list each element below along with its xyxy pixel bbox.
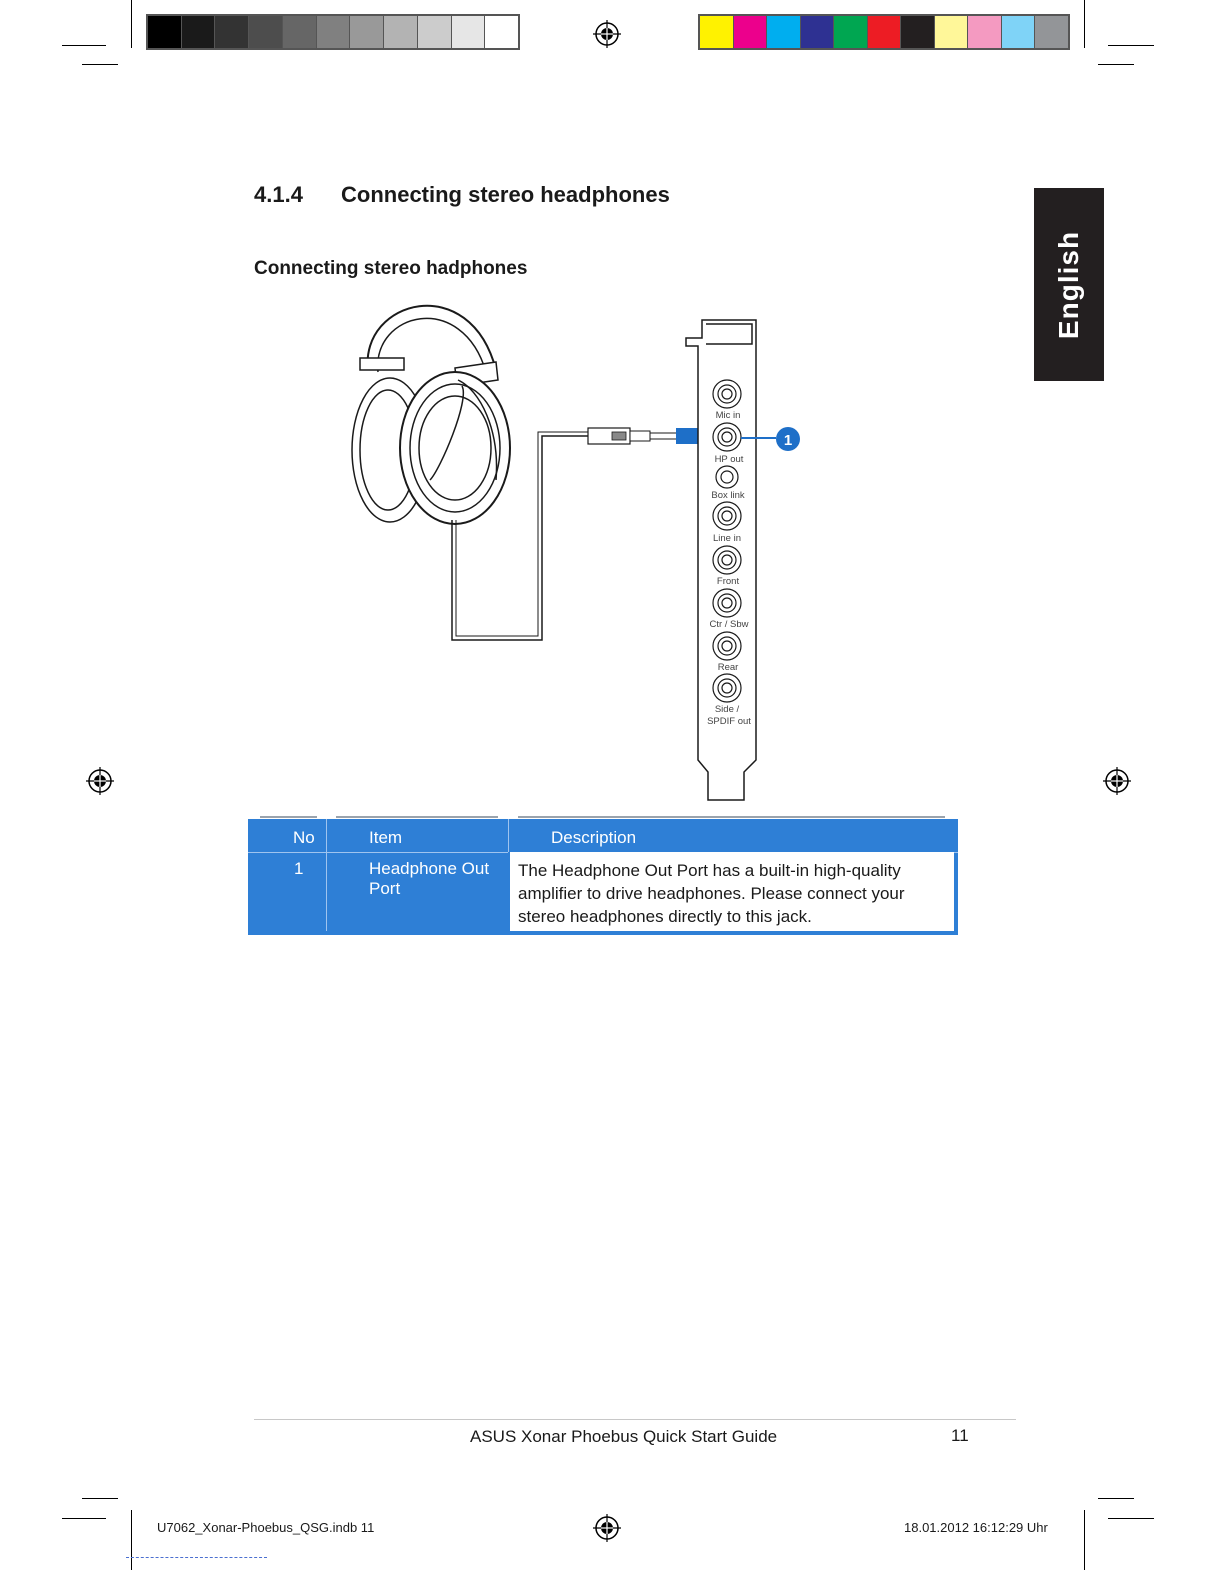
color-swatch-1 — [734, 16, 768, 48]
footer-guide-title: ASUS Xonar Phoebus Quick Start Guide — [470, 1427, 778, 1446]
crop-mark — [131, 1510, 132, 1570]
crop-mark — [1098, 1498, 1134, 1499]
color-swatch-10 — [1035, 16, 1068, 48]
color-swatch-0 — [700, 16, 734, 48]
crop-mark — [1084, 1510, 1085, 1570]
gray-swatch-4 — [283, 16, 317, 48]
gray-swatch-9 — [452, 16, 486, 48]
language-tab — [1034, 188, 1104, 381]
color-swatch-7 — [935, 16, 969, 48]
registration-mark-icon — [591, 1512, 623, 1544]
port-label-spdif-out: SPDIF out — [707, 716, 751, 727]
port-label-rear: Rear — [717, 662, 739, 673]
gray-swatch-6 — [350, 16, 384, 48]
crop-mark — [62, 1518, 106, 1519]
registration-mark-icon — [591, 18, 623, 50]
color-calibration-bar — [698, 14, 1070, 50]
header-item: Item — [369, 828, 403, 847]
registration-mark-icon — [84, 765, 116, 797]
crop-mark — [82, 1498, 118, 1499]
header-no: No — [293, 828, 315, 847]
figure-subtitle: Connecting stereo hadphones — [254, 258, 528, 279]
row-item-line1: Headphone Out — [369, 859, 490, 878]
color-swatch-2 — [767, 16, 801, 48]
gray-swatch-8 — [418, 16, 452, 48]
gray-swatch-3 — [249, 16, 283, 48]
language-tab-label: English — [1053, 230, 1084, 339]
color-swatch-3 — [801, 16, 835, 48]
crop-mark — [1098, 64, 1134, 65]
description-table — [248, 819, 958, 935]
port-label-hp-out: HP out — [714, 454, 744, 465]
port-label-side: Side / — [714, 704, 740, 715]
port-label-box-link: Box link — [711, 490, 745, 501]
color-swatch-8 — [968, 16, 1002, 48]
audio-plug-icon — [588, 428, 680, 444]
row-item-line2: Port — [369, 879, 401, 898]
gray-swatch-1 — [182, 16, 216, 48]
color-swatch-6 — [901, 16, 935, 48]
callout-number: 1 — [783, 432, 793, 449]
section-number: 4.1.4 — [254, 182, 303, 207]
crop-mark — [1084, 0, 1085, 48]
grayscale-calibration-bar — [146, 14, 520, 50]
section-title: Connecting stereo headphones — [341, 182, 670, 207]
color-swatch-4 — [834, 16, 868, 48]
crop-mark — [82, 64, 118, 65]
color-swatch-9 — [1002, 16, 1036, 48]
table-rule — [260, 816, 317, 818]
table-rule — [336, 816, 498, 818]
gray-swatch-2 — [215, 16, 249, 48]
crop-mark — [1108, 45, 1154, 46]
port-label-front: Front — [716, 576, 740, 587]
gray-swatch-0 — [148, 16, 182, 48]
headphones-icon — [352, 306, 510, 524]
crop-mark — [62, 45, 106, 46]
gray-swatch-10 — [485, 16, 518, 48]
slug-underline — [126, 1557, 267, 1559]
table-rule — [518, 816, 945, 818]
registration-mark-icon — [1101, 765, 1133, 797]
row-description: The Headphone Out Port has a built-in high-quality amplifier to drive headphones. Please connect your stereo headphones directly to this jack. — [508, 852, 954, 931]
slug-file-name: U7062_Xonar-Phoebus_QSG.indb 11 — [157, 1520, 375, 1535]
row-number: 1 — [294, 859, 304, 878]
gray-swatch-5 — [317, 16, 351, 48]
gray-swatch-7 — [384, 16, 418, 48]
footer-rule — [254, 1419, 1016, 1420]
slug-timestamp: 18.01.2012 16:12:29 Uhr — [904, 1520, 1048, 1535]
page-number: 11 — [951, 1426, 969, 1445]
crop-mark — [131, 0, 132, 48]
port-label-line-in: Line in — [713, 533, 741, 544]
header-description: Description — [551, 828, 637, 847]
port-label-mic-in: Mic in — [715, 410, 741, 421]
color-swatch-5 — [868, 16, 902, 48]
port-label-ctr-sbw: Ctr / Sbw — [709, 619, 749, 630]
crop-mark — [1108, 1518, 1154, 1519]
headphone-connection-diagram — [340, 290, 820, 810]
column-divider — [326, 819, 327, 931]
